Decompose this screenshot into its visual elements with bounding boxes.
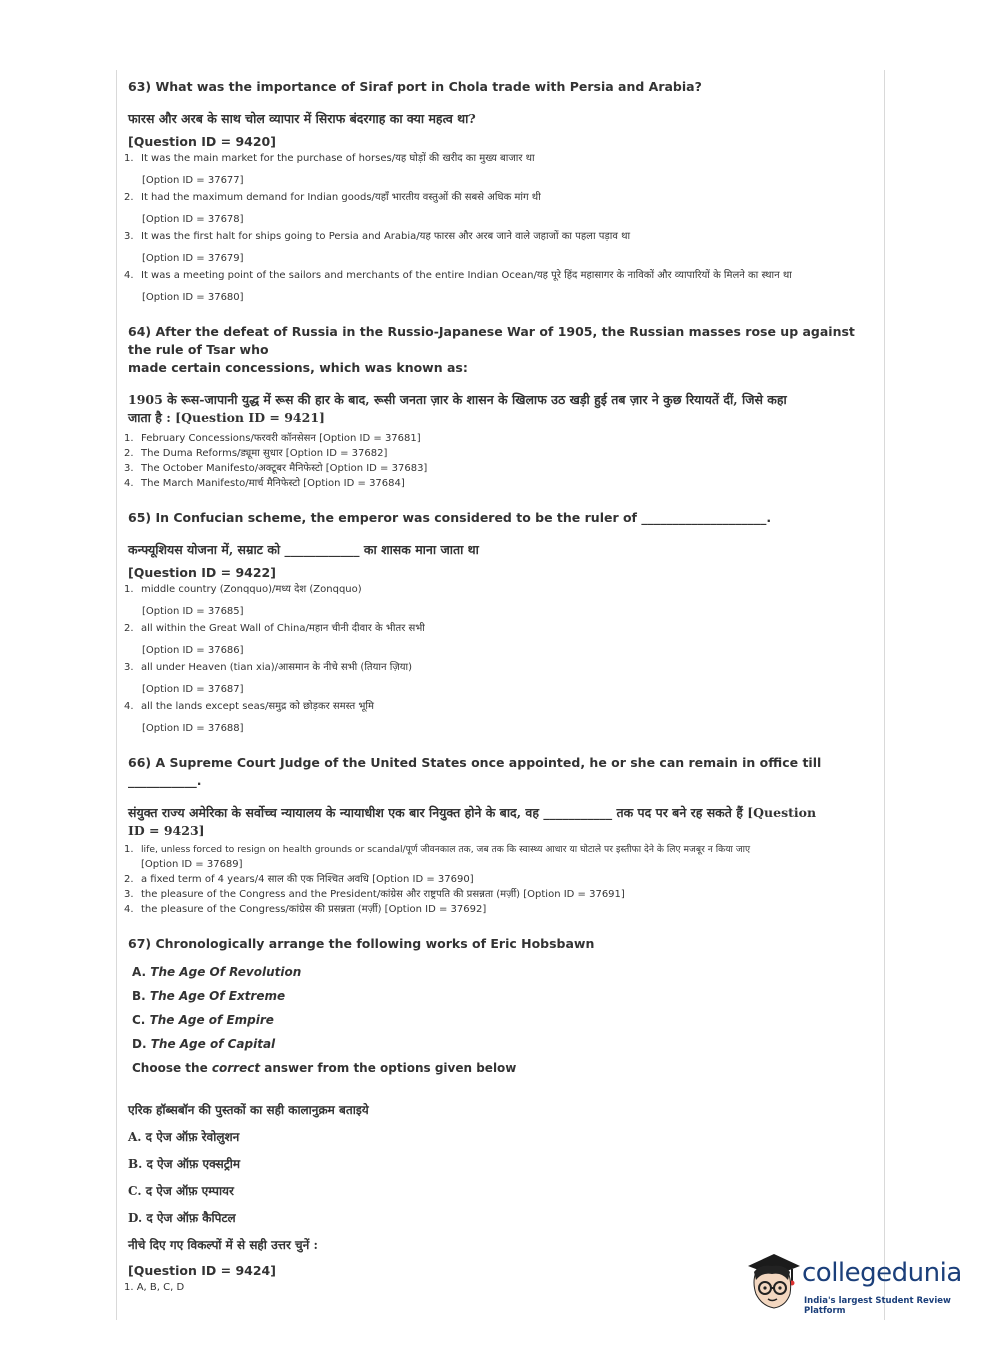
option: 1. A, B, C, D xyxy=(124,1282,185,1293)
question-hindi: कन्फ्यूशियस योजना में, सम्राट को ____________ का शासक माना जाता था xyxy=(128,542,479,557)
option: 1. February Concessions/फरवरी कॉनसेसन [Option ID = 37681] xyxy=(124,433,421,444)
question-67 xyxy=(124,935,874,1295)
question-hindi: 1905 के रूस-जापानी युद्ध में रूस की हार के बाद, रूसी जनता ज़ार के शासन के खिलाफ उठ खड़ी हुई तब ज़ार ने कुछ रियायतें दीं, जिसे कहा xyxy=(128,392,787,407)
question-paper xyxy=(124,78,874,1313)
logo-tagline: India's largest Student Review Platform xyxy=(804,1296,951,1316)
list-item: D. द ऐज ऑफ़ कैपिटल xyxy=(128,1211,236,1225)
option: 3. It was the first halt for ships going to Persia and Arabia/यह फारस और अरब जाने वाले जहाजों का पहला पड़ाव था xyxy=(124,231,631,242)
question-title: 67) Chronologically arrange the following works of Eric Hobsbawn xyxy=(128,936,595,951)
list-item: A. The Age Of Revolution xyxy=(132,965,302,979)
option: 4. all the lands except seas/समुद्र को छोड़कर समस्त भूमि xyxy=(124,701,375,712)
graduate-mascot-icon xyxy=(742,1250,802,1316)
option: 4. It was a meeting point of the sailors and merchants of the entire Indian Ocean/यह पूरे हिंद महासागर के नाविकों और व्यापारियों के मिलने का स्थान था xyxy=(124,270,792,281)
question-id: [Question ID = 9424] xyxy=(128,1263,276,1278)
left-margin-line xyxy=(116,70,117,1320)
question-title: 63) What was the importance of Siraf port in Chola trade with Persia and Arabia? xyxy=(128,79,702,94)
list-item: B. द ऐज ऑफ़ एक्सट्रीम xyxy=(128,1157,241,1171)
question-title: 65) In Confucian scheme, the emperor was considered to be the ruler of ____________________. xyxy=(128,510,772,525)
option-list xyxy=(124,842,874,917)
list-item: C. द ऐज ऑफ़ एम्पायर xyxy=(128,1184,234,1198)
option-id: [Option ID = 37688] xyxy=(142,723,244,734)
option-id: [Option ID = 37677] xyxy=(142,175,244,186)
question-title: 66) A Supreme Court Judge of the United States once appointed, he or she can remain in office till ___________. xyxy=(128,755,822,788)
question-65 xyxy=(124,509,874,736)
option: 3. all under Heaven (tian xia)/आसमान के नीचे सभी (तियान ज़िया) xyxy=(124,662,413,673)
option: 4. The March Manifesto/मार्च मैनिफेस्टो [Option ID = 37684] xyxy=(124,478,405,489)
option: 3. the pleasure of the Congress and the President/कांग्रेस और राष्ट्रपति की प्रसन्नता (मर्ज़ी) [Option ID = 37691] xyxy=(124,889,625,900)
question-id: [Question ID = 9420] xyxy=(128,134,276,149)
option: 2. The Duma Reforms/ड्यूमा सुधार [Option ID = 37682] xyxy=(124,448,388,459)
question-hindi: एरिक हॉब्सबॉन की पुस्तकों का सही कालानुक्रम बताइये xyxy=(128,1103,369,1117)
collegedunia-logo[interactable] xyxy=(742,1250,972,1320)
option-id: [Option ID = 37689] xyxy=(141,859,243,870)
option-id: [Option ID = 37686] xyxy=(142,645,244,656)
works-list xyxy=(132,965,874,1075)
option-id: [Option ID = 37680] xyxy=(142,292,244,303)
question-title: 64) After the defeat of Russia in the Russio-Japanese War of 1905, the Russian masses rose up against the rule of Tsar who xyxy=(128,324,855,357)
list-item: D. The Age of Capital xyxy=(132,1037,276,1051)
option-id: [Option ID = 37679] xyxy=(142,253,244,264)
option: 4. the pleasure of the Congress/कांग्रेस की प्रसन्नता (मर्ज़ी) [Option ID = 37692] xyxy=(124,904,487,915)
option: 1. It was the main market for the purchase of horses/यह घोड़ों की खरीद का मुख्य बाजार था xyxy=(124,153,535,164)
question-63 xyxy=(124,78,874,305)
option-list xyxy=(124,431,874,491)
question-64 xyxy=(124,323,874,491)
question-hindi-cont: ID = 9423] xyxy=(128,823,205,838)
logo-wordmark: collegedunia xyxy=(802,1258,962,1288)
question-66 xyxy=(124,754,874,917)
list-item: A. द ऐज ऑफ़ रेवोलुशन xyxy=(128,1130,240,1144)
choose-instruction-hindi: नीचे दिए गए विकल्पों में से सही उत्तर चुनें : xyxy=(128,1238,318,1252)
question-title-cont: made certain concessions, which was known as: xyxy=(128,360,468,375)
option: 2. It had the maximum demand for Indian goods/यहाँ भारतीय वस्तुओं की सबसे अधिक मांग थी xyxy=(124,192,541,203)
option: 1. life, unless forced to resign on health grounds or scandal/पूर्ण जीवनकाल तक, जब तक कि स्वास्थ्य आधार या घोटाले पर इस्तीफा देने के लिए मजबूर न किया जाए xyxy=(124,844,751,855)
question-hindi: फारस और अरब के साथ चोल व्यापार में सिराफ बंदरगाह का क्या महत्व था? xyxy=(128,111,476,126)
option-id: [Option ID = 37687] xyxy=(142,684,244,695)
option-list xyxy=(124,582,874,736)
question-hindi-cont: जाता है : [Question ID = 9421] xyxy=(128,410,325,425)
right-margin-line xyxy=(884,70,885,1320)
option-list xyxy=(124,151,874,305)
option-id: [Option ID = 37685] xyxy=(142,606,244,617)
option: 3. The October Manifesto/अक्टूबर मैनिफेस्टो [Option ID = 37683] xyxy=(124,463,428,474)
option: 2. a fixed term of 4 years/4 साल की एक निश्चित अवधि [Option ID = 37690] xyxy=(124,874,474,885)
list-item: C. The Age of Empire xyxy=(132,1013,274,1027)
question-hindi: संयुक्त राज्य अमेरिका के सर्वोच्च न्यायालय के न्यायाधीश एक बार नियुक्त होने के बाद, वह ___________ तक पद पर बने रह सकते हैं [Question xyxy=(128,805,817,820)
question-id: [Question ID = 9422] xyxy=(128,565,276,580)
option-id: [Option ID = 37678] xyxy=(142,214,244,225)
option: 2. all within the Great Wall of China/महान चीनी दीवार के भीतर सभी xyxy=(124,623,425,634)
list-item: B. The Age Of Extreme xyxy=(132,989,286,1003)
option: 1. middle country (Zonqquo)/मध्य देश (Zonqquo) xyxy=(124,584,362,595)
choose-instruction: Choose the correct answer from the options given below xyxy=(132,1061,517,1075)
